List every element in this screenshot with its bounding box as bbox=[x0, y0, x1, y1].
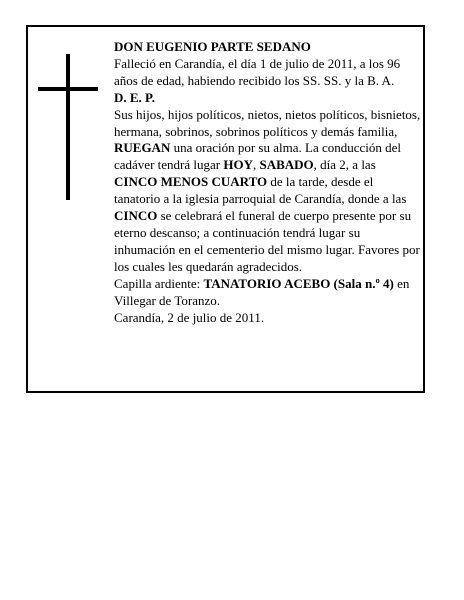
notice-text bbox=[114, 39, 422, 326]
conduction-time: CINCO MENOS CUARTO bbox=[114, 174, 268, 190]
rip-line: D. E. P. bbox=[114, 89, 156, 105]
sabado-word: SABADO bbox=[259, 157, 314, 173]
cross-icon bbox=[38, 54, 98, 200]
chapel-line: Capilla ardiente: TANATORIO ACEBO (Sala n.º 4) en Villegar de Toranzo. bbox=[114, 275, 410, 308]
family-line: Sus hijos, hijos políticos, nietos, nietos políticos, bisnietos, hermana, sobrinos, sobrinos políticos y demás familia, bbox=[114, 106, 421, 139]
chapel-place: TANATORIO ACEBO (Sala n.º 4) bbox=[203, 275, 394, 291]
date-line: Carandía, 2 de julio de 2011. bbox=[114, 309, 265, 325]
obituary-notice bbox=[26, 25, 425, 393]
cross-horizontal-bar bbox=[38, 87, 98, 91]
death-info: Falleció en Carandía, el día 1 de julio de 2011, a los 96 años de edad, habiendo recibido los SS. SS. y la B. A. bbox=[114, 55, 401, 88]
funeral-request: RUEGAN una oración por su alma. La conducción del cadáver tendrá lugar HOY, SABADO, día 2, a las CINCO MENOS CUARTO de la tarde, desde el tanatorio a la iglesia parroquial de Carandía, donde a las CINCO se celebrará el funeral de cuerpo presente por su eterno descanso; a continuación tendrá lugar su inhumación en el cementerio del mismo lugar. Favores por los cuales les quedarán agradecidos. bbox=[114, 140, 420, 274]
ruegan-word: RUEGAN bbox=[114, 140, 171, 156]
funeral-time: CINCO bbox=[114, 208, 158, 224]
deceased-name: DON EUGENIO PARTE SEDANO bbox=[114, 39, 311, 54]
hoy-word: HOY bbox=[223, 157, 253, 173]
cross-vertical-bar bbox=[66, 54, 70, 200]
